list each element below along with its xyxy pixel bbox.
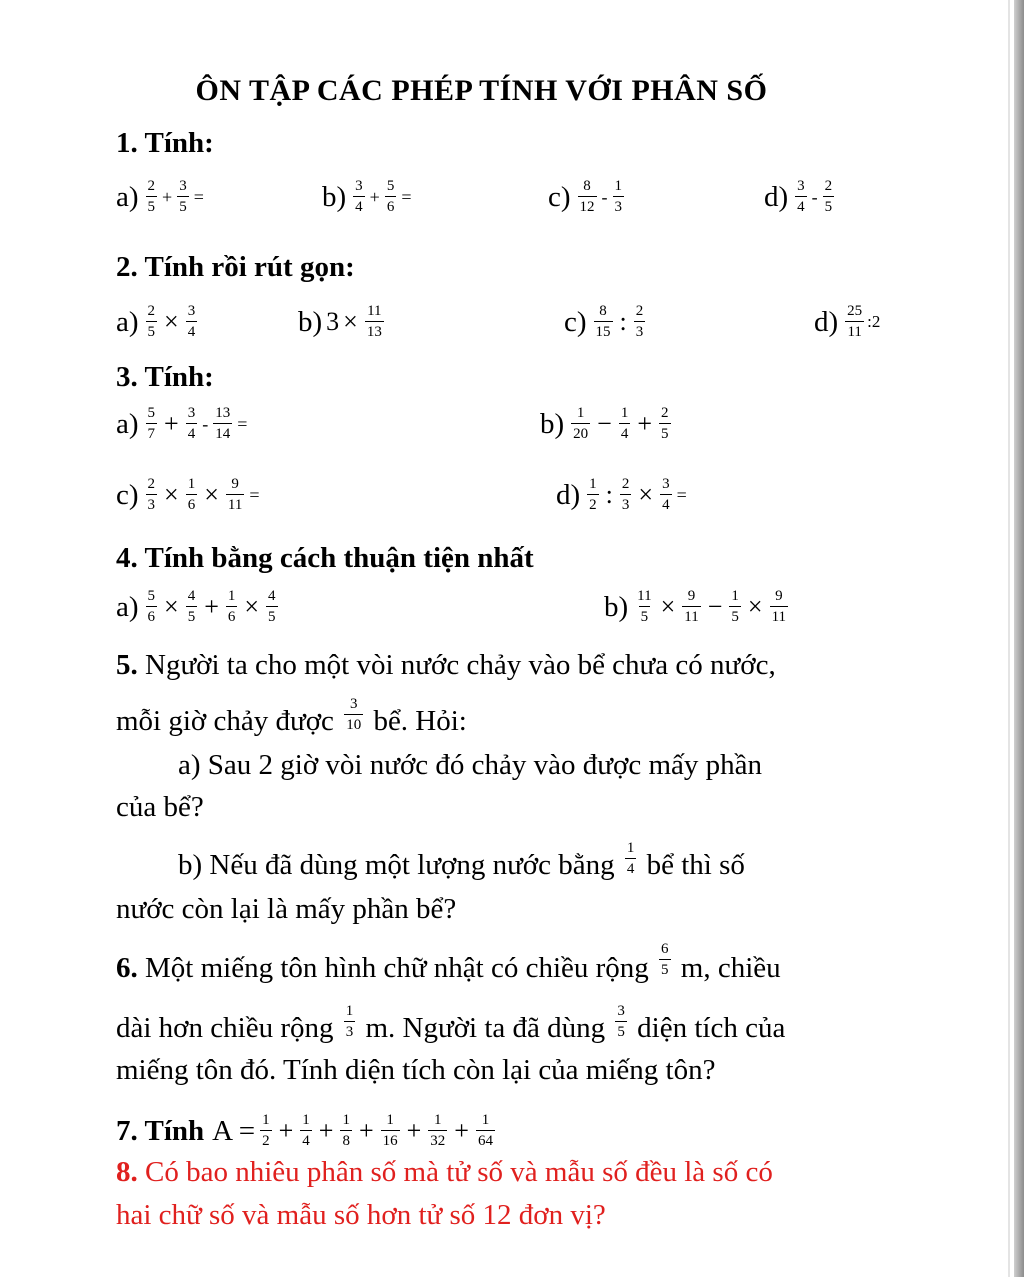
- fraction: $\frac{11}{5}$: [637, 588, 652, 625]
- s8-line-1: 8. Có bao nhiêu phân số mà tử số và mẫu số đều là số có: [116, 1156, 773, 1188]
- fraction: $\frac{9}{11}$: [771, 588, 787, 625]
- s2-item-b: b) 3 × $\frac{11}{13}$: [298, 303, 382, 340]
- s4-item-b: b) $\frac{11}{5}$ × $\frac{9}{11}$ − $\frac{1}{5}$ × $\frac{9}{11}$: [604, 588, 787, 625]
- s1-item-a: a) $\frac{2}{5}$ + $\frac{3}{5}$ =: [116, 178, 204, 215]
- fraction: $\frac{13}{14}$: [215, 405, 231, 442]
- fraction: $\frac{8}{15}$: [595, 303, 611, 340]
- fraction: $\frac{11}{13}$: [366, 303, 382, 340]
- fraction: $\frac{1}{32}$: [430, 1112, 446, 1149]
- fraction: $\frac{5}{7}$: [147, 405, 156, 442]
- fraction: $\frac{2}{5}$: [824, 178, 833, 215]
- fraction: $\frac{5}{6}$: [147, 588, 156, 625]
- section-4-heading: 4. Tính bằng cách thuận tiện nhất: [116, 542, 534, 574]
- fraction: $\frac{2}{5}$: [147, 178, 156, 215]
- fraction: $\frac{5}{6}$: [386, 178, 395, 215]
- s2-item-c: c) $\frac{8}{15}$ : $\frac{2}{3}$: [564, 303, 644, 340]
- fraction: $\frac{3}{4}$: [355, 178, 363, 215]
- s3-item-d: d) $\frac{1}{2}$ : $\frac{2}{3}$ × $\frac{3}{4}$ =: [556, 476, 687, 513]
- fraction: $\frac{1}{2}$: [589, 476, 597, 513]
- fraction: $\frac{9}{11}$: [227, 476, 243, 513]
- fraction: $\frac{6}{5}$: [661, 941, 669, 979]
- fraction: $\frac{8}{12}$: [579, 178, 595, 215]
- scroll-edge: [1014, 0, 1024, 1277]
- fraction: $\frac{3}{5}$: [617, 1003, 625, 1041]
- fraction: $\frac{1}{6}$: [187, 476, 196, 513]
- fraction: $\frac{2}{3}$: [147, 476, 156, 513]
- fraction: $\frac{2}{5}$: [147, 303, 156, 340]
- s1-item-c: c) $\frac{8}{12}$ - $\frac{1}{3}$: [548, 178, 623, 215]
- s4-item-a: a) $\frac{5}{6}$ × $\frac{4}{5}$ + $\frac{1}{6}$ × $\frac{4}{5}$: [116, 588, 276, 625]
- s7-expression: 7. Tính A = $\frac{1}{2}$ + $\frac{1}{4}$ + $\frac{1}{8}$ + $\frac{1}{16}$ + $\frac{1}{32}$ + $\frac{1}{64}$: [116, 1112, 493, 1149]
- fraction: $\frac{1}{4}$: [626, 840, 635, 878]
- s3-item-b: b) $\frac{1}{20}$ − $\frac{1}{4}$ + $\frac{2}{5}$: [540, 405, 669, 442]
- s2-item-a: a) $\frac{2}{5}$ × $\frac{3}{4}$: [116, 303, 196, 340]
- fraction: $\frac{1}{3}$: [345, 1003, 354, 1041]
- s5-question-a-line-1: a) Sau 2 giờ vòi nước đó chảy vào được mấy phần: [178, 749, 762, 781]
- fraction: $\frac{3}{4}$: [187, 303, 196, 340]
- s6-line-2: dài hơn chiều rộng $\frac{1}{3}$ m. Người ta đã dùng $\frac{3}{5}$ diện tích của: [116, 1003, 786, 1044]
- fraction: $\frac{1}{6}$: [227, 588, 236, 625]
- fraction: $\frac{3}{4}$: [662, 476, 670, 513]
- fraction: $\frac{4}{5}$: [187, 588, 196, 625]
- s3-item-a: a) $\frac{5}{7}$ + $\frac{3}{4}$ - $\frac{13}{14}$ =: [116, 405, 248, 442]
- fraction: $\frac{1}{3}$: [614, 178, 623, 215]
- fraction: $\frac{2}{3}$: [635, 303, 644, 340]
- fraction: $\frac{1}{4}$: [620, 405, 629, 442]
- fraction: $\frac{2}{5}$: [661, 405, 669, 442]
- page-edge-line: [1008, 0, 1010, 1277]
- fraction: $\frac{2}{3}$: [621, 476, 630, 513]
- s5-question-a-line-2: của bể?: [116, 791, 204, 823]
- s2-item-d: d) $\frac{25}{11}$ :2: [814, 303, 881, 340]
- s5-line-2: mỗi giờ chảy được $\frac{3}{10}$ bể. Hỏi:: [116, 696, 467, 737]
- s6-line-1: 6. Một miếng tôn hình chữ nhật có chiều rộng $\frac{6}{5}$ m, chiều: [116, 941, 781, 984]
- fraction: $\frac{1}{5}$: [731, 588, 739, 625]
- fraction: $\frac{1}{16}$: [382, 1112, 398, 1149]
- fraction: $\frac{3}{10}$: [346, 696, 362, 734]
- fraction: $\frac{1}{4}$: [302, 1112, 310, 1149]
- s1-item-d: d) $\frac{3}{4}$ - $\frac{2}{5}$: [764, 178, 833, 215]
- fraction: $\frac{1}{2}$: [262, 1112, 270, 1149]
- s5-question-b-line-2: nước còn lại là mấy phần bể?: [116, 893, 457, 925]
- fraction: $\frac{3}{4}$: [797, 178, 805, 215]
- section-2-heading: 2. Tính rồi rút gọn:: [116, 251, 355, 283]
- fraction: $\frac{4}{5}$: [268, 588, 276, 625]
- fraction: $\frac{3}{5}$: [179, 178, 187, 215]
- fraction: $\frac{1}{8}$: [342, 1112, 350, 1149]
- s1-item-b: b) $\frac{3}{4}$ + $\frac{5}{6}$ =: [322, 178, 412, 215]
- s8-line-2: hai chữ số và mẫu số hơn tử số 12 đơn vị?: [116, 1199, 606, 1231]
- page-title: ÔN TẬP CÁC PHÉP TÍNH VỚI PHÂN SỐ: [195, 74, 768, 107]
- section-1-heading: 1. Tính:: [116, 127, 214, 159]
- s6-line-3: miếng tôn đó. Tính diện tích còn lại của miếng tôn?: [116, 1054, 716, 1086]
- fraction: $\frac{1}{20}$: [573, 405, 589, 442]
- fraction: $\frac{3}{4}$: [187, 405, 196, 442]
- s5-question-b-line-1: b) Nếu đã dùng một lượng nước bằng $\frac{1}{4}$ bể thì số: [178, 840, 745, 881]
- s5-line-1: 5. Người ta cho một vòi nước chảy vào bể chưa có nước,: [116, 649, 776, 681]
- fraction: $\frac{1}{64}$: [477, 1112, 493, 1149]
- section-3-heading: 3. Tính:: [116, 361, 214, 393]
- s3-item-c: c) $\frac{2}{3}$ × $\frac{1}{6}$ × $\frac{9}{11}$ =: [116, 476, 260, 513]
- fraction: $\frac{9}{11}$: [684, 588, 699, 625]
- fraction: $\frac{25}{11}$: [847, 303, 863, 340]
